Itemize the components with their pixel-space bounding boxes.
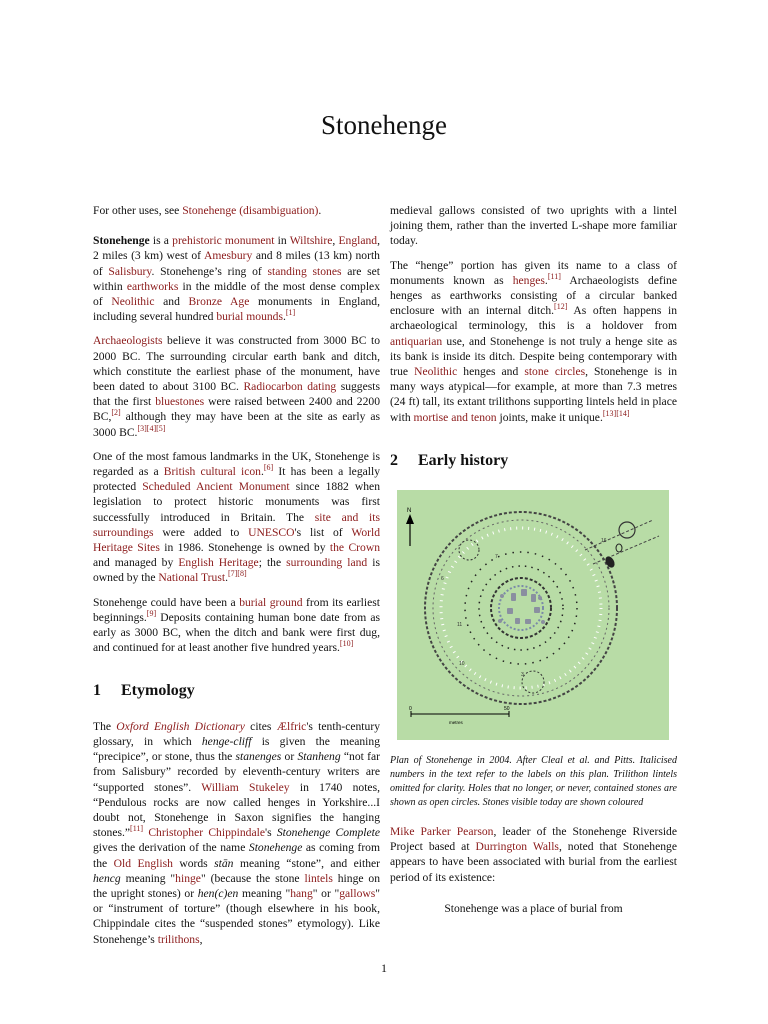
citation[interactable]: [1] — [285, 308, 296, 318]
wiki-link[interactable]: Radiocarbon dating — [243, 380, 337, 394]
wiki-link[interactable]: surrounding land — [286, 556, 368, 570]
wiki-link[interactable]: Bronze Age — [188, 295, 250, 309]
wiki-link[interactable]: Wiltshire — [289, 234, 333, 248]
section-heading-early-history: 2 Early history — [390, 451, 509, 469]
citation[interactable]: [11] — [130, 824, 144, 834]
wiki-link[interactable]: Neolithic — [414, 365, 458, 379]
wiki-link[interactable]: bluestones — [155, 395, 205, 409]
lead-paragraph-3: One of the most famous landmarks in the UK, Stonehenge is regarded as a British cultural icon.[6] It has been a legally protected Scheduled Ancient Monument since 1882 when legislation to protect historic monuments was first successfully introduced in Britain. The site and its surroundings were added to UNESCO's list of World Heritage Sites in 1986. Stonehenge is owned by the Crown and managed by English Heritage; the surrounding land is owned by the National Trust.[7][8] — [93, 449, 381, 585]
right-column — [390, 203, 677, 925]
wiki-link[interactable]: National Trust — [158, 571, 226, 585]
wiki-link[interactable]: standing stones — [267, 264, 342, 278]
citation[interactable]: [7][8] — [227, 569, 247, 579]
block-quote: Stonehenge was a place of burial from — [444, 901, 623, 915]
wiki-link[interactable]: Mike Parker Pearson — [390, 825, 494, 839]
citation[interactable]: [3][4][5] — [137, 423, 166, 433]
svg-text:7: 7 — [495, 554, 498, 561]
section-heading-etymology: 1 Etymology — [93, 682, 195, 700]
wiki-link[interactable]: Oxford English Dictionary — [116, 719, 245, 733]
wiki-link[interactable]: Salisbury — [108, 264, 152, 278]
wiki-link[interactable]: antiquarian — [390, 334, 443, 348]
scale-start: 0 — [409, 706, 412, 713]
wiki-link[interactable]: burial mounds — [216, 310, 283, 324]
citation[interactable]: [13][14] — [602, 408, 630, 418]
citation[interactable]: [2] — [111, 408, 121, 418]
etymology-paragraph-3: The “henge” portion has given its name to a class of monuments known as henges.[11] Archaeologists define henges as earthworks consisting of a circular banked enclosure with an internal ditch.[12] As often happens in archaeological terminology, this is a holdover from antiquarian use, and Stonehenge is not truly a henge site as its bank is inside its ditch. Despite being contemporary with true Neolithic henges and stone circles, Stonehenge is in many ways atypical—for example, at more than 7.3 metres (24 ft) tall, its extant trilithons supporting lintels held in place with mortise and tenon joints, make it unique.[13][14] — [390, 258, 677, 424]
scale-unit: metres — [449, 720, 463, 726]
citation[interactable]: [10] — [339, 639, 354, 649]
north-arrow-icon — [406, 514, 414, 546]
lead-paragraph-2: Archaeologists believe it was constructed from 3000 BC to 2000 BC. The surrounding circular earth bank and ditch, which constitute the earliest phase of the monument, have been dated to about 3100 BC. Radiocarbon dating suggests that the first bluestones were raised between 2400 and 2200 BC,[2] although they may have been at the site as early as 3000 BC.[3][4][5] — [93, 334, 380, 439]
svg-text:11: 11 — [457, 622, 463, 629]
wiki-link[interactable]: Ælfric — [276, 719, 307, 733]
wiki-link[interactable]: the Crown — [329, 541, 381, 555]
hatnote: For other uses, see Stonehenge (disambiguation). — [93, 204, 322, 217]
left-column — [93, 203, 380, 956]
svg-text:6: 6 — [441, 576, 444, 583]
disambiguation-link[interactable]: Stonehenge (disambiguation) — [182, 204, 319, 217]
wiki-link[interactable]: British cultural icon — [163, 465, 261, 479]
wiki-link[interactable]: Christopher Chippindale — [148, 826, 265, 840]
wiki-link[interactable]: UNESCO — [248, 525, 295, 539]
wiki-link[interactable]: mortise and tenon — [413, 410, 497, 424]
wiki-link[interactable]: earthworks — [126, 279, 179, 293]
wiki-link[interactable]: William Stukeley — [201, 780, 290, 794]
wiki-link[interactable]: hang — [290, 886, 313, 900]
citation[interactable]: [6] — [263, 463, 274, 473]
wiki-link[interactable]: henges — [512, 273, 545, 287]
wiki-link[interactable]: hinge — [175, 871, 201, 885]
wiki-link[interactable]: Archaeologists — [93, 334, 163, 348]
etymology-paragraph-1: The Oxford English Dictionary cites Ælfric's tenth-century glossary, in which henge-cliff is given the meaning “precipice”, or stone, thus the stanenges or Stanheng “not far from Salisbury” recorded by eleventh-century writers are “supported stones”. William Stukeley in 1740 notes, “Pendulous rocks are now called henges in Yorkshire...I doubt not, Stonehenge in Saxon signifies the hanging stones.”[11] Christopher Chippindale's Stonehenge Complete gives the derivation of the name Stonehenge as coming from the Old English words stān meaning “stone”, and either hencg meaning "hinge" (because the stone lintels hinge on the upright stones) or hen(c)en meaning "hang" or "gallows" or “instrument of torture” (though elsewhere in his book, Chippindale cites the “suspended stones” etymology). Like Stonehenge’s trilithons, — [93, 719, 381, 946]
wiki-link[interactable]: Amesbury — [203, 249, 253, 263]
svg-text:10: 10 — [459, 661, 465, 668]
wiki-link[interactable]: Old English — [113, 856, 173, 870]
stonehenge-plan-figure[interactable] — [397, 490, 669, 740]
lead-paragraph-4: Stonehenge could have been a burial ground from its earliest beginnings.[9] Deposits containing human bone date from as early as 3000 BC, when the ditch and bank were first dug, and continued for at least another five hundred years.[10] — [93, 595, 380, 655]
wiki-link[interactable]: burial ground — [239, 595, 303, 609]
svg-text:3: 3 — [521, 672, 524, 679]
wiki-link[interactable]: England — [338, 234, 378, 248]
page-title: Stonehenge — [321, 110, 447, 140]
wiki-link[interactable]: gallows — [339, 886, 376, 900]
citation[interactable]: [9] — [146, 609, 157, 619]
wiki-link[interactable]: site and its surroundings — [93, 510, 380, 539]
north-label: N — [407, 508, 412, 515]
scale-end: 50 — [504, 706, 510, 713]
page-number: 1 — [381, 961, 387, 975]
etymology-paragraph-2: medieval gallows consisted of two uprights with a lintel joining them, rather than the inverted L-shape more familiar today. — [390, 204, 677, 248]
wiki-link[interactable]: English Heritage — [178, 556, 259, 570]
citation[interactable]: [12] — [554, 302, 568, 312]
figure-caption: Plan of Stonehenge in 2004. After Cleal et al. and Pitts. Italicised numbers in the text refer to the labels on this plan. Trilithon lintels omitted for clarity. Holes that no longer, or never, contained stones are shown as open circles. Stones visible today are shown coloured — [390, 755, 677, 809]
wiki-link[interactable]: Durrington Walls — [475, 840, 559, 854]
stonehenge-plan-diagram — [397, 490, 669, 740]
wiki-link[interactable]: Scheduled Ancient Monument — [142, 480, 290, 494]
wiki-link[interactable]: World Heritage Sites — [93, 525, 381, 555]
wiki-link[interactable]: trilithons — [157, 932, 200, 946]
wiki-link[interactable]: prehistoric monument — [172, 234, 275, 248]
wiki-link[interactable]: lintels — [304, 871, 333, 885]
wiki-link[interactable]: Neolithic — [111, 295, 155, 309]
wiki-link[interactable]: stone circles — [524, 365, 586, 379]
early-history-paragraph-1: Mike Parker Pearson, leader of the Stonehenge Riverside Project based at Durrington Walls, noted that Stonehenge appears to have been associated with burial from the earliest period of its existence: — [390, 825, 677, 884]
lead-paragraph-1: Stonehenge is a prehistoric monument in Wiltshire, England, 2 miles (3 km) west of Amesbury and 8 miles (13 km) north of Salisbury. Stonehenge’s ring of standing stones are set within earthworks in the middle of the most dense complex of Neolithic and Bronze Age monuments in England, including several hundred burial mounds.[1] — [93, 234, 381, 324]
svg-text:16: 16 — [601, 538, 607, 545]
citation[interactable]: [11] — [547, 271, 561, 281]
